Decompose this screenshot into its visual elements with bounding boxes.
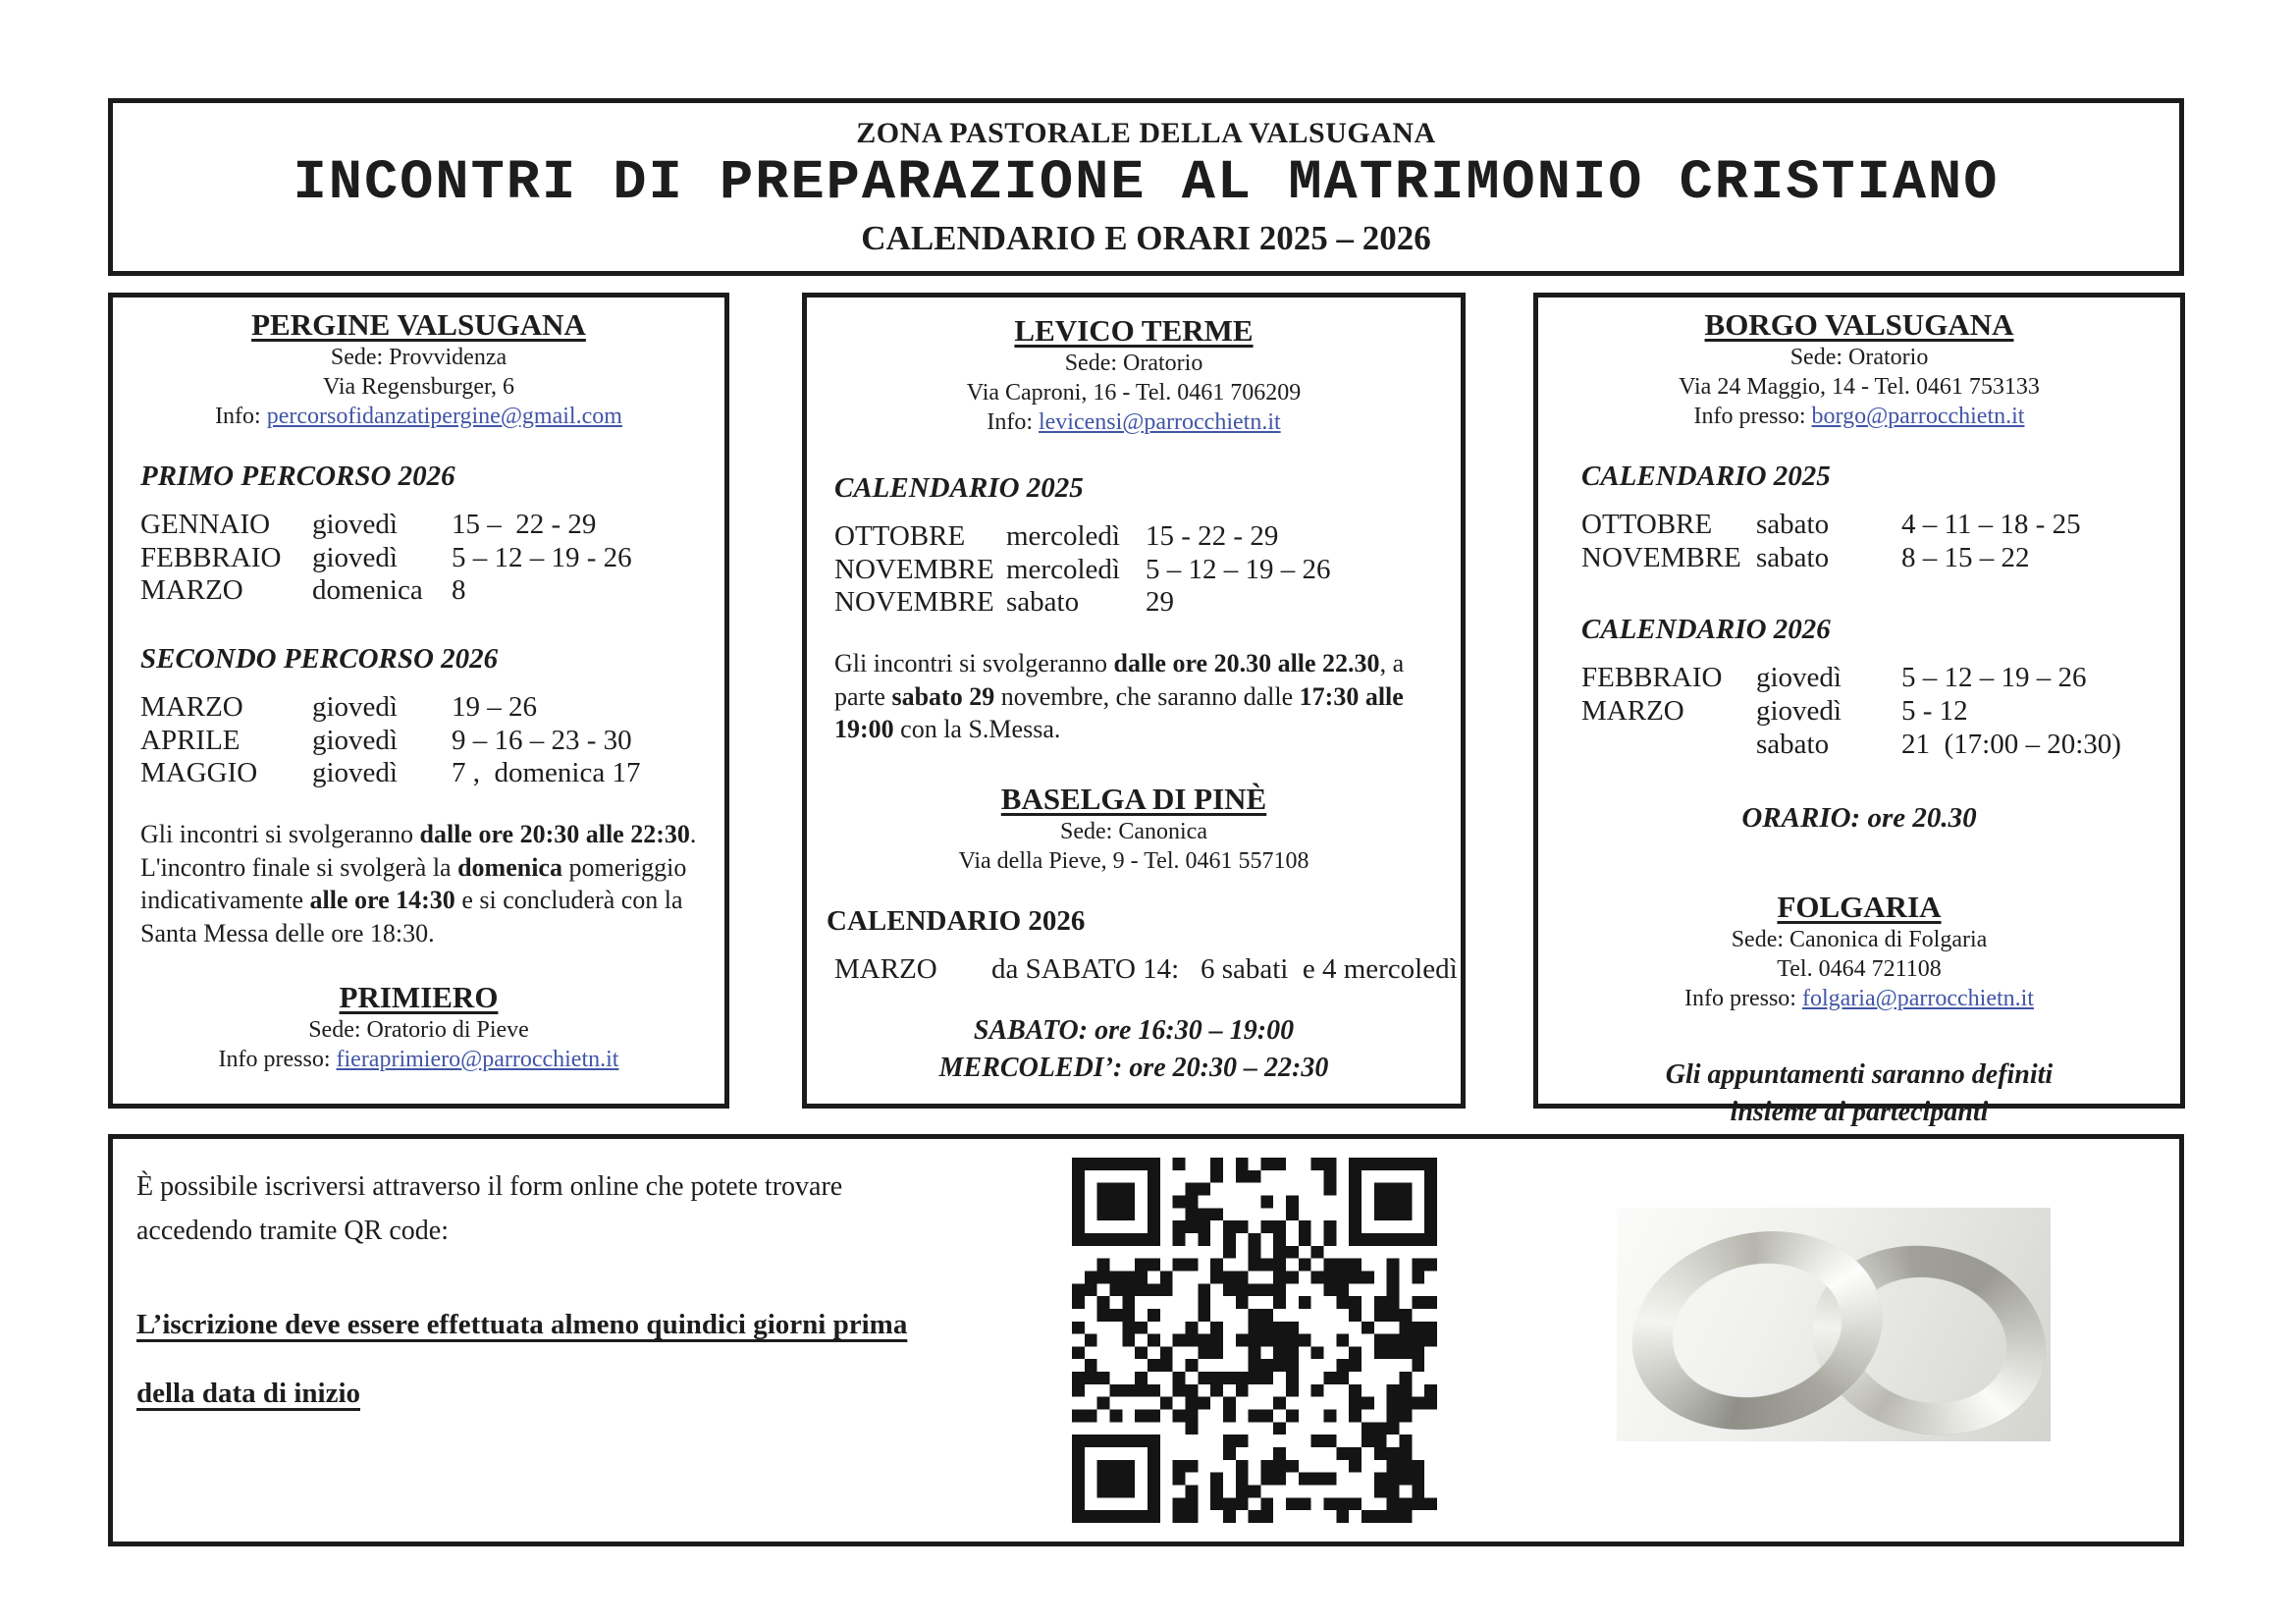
month-cell: OTTOBRE xyxy=(834,520,966,552)
note-text: novembre, che saranno dalle xyxy=(994,681,1300,711)
borgo-box xyxy=(1533,293,2185,1127)
dates-cell: 15 - 22 - 29 xyxy=(1146,520,1279,552)
table-row xyxy=(1538,729,2180,762)
secondo-percorso-title: SECONDO PERCORSO 2026 xyxy=(140,642,499,675)
pergine-info-line xyxy=(113,402,724,431)
note-bold: domenica xyxy=(457,852,562,882)
month-cell: FEBBRAIO xyxy=(140,541,282,573)
info-label: Info presso: xyxy=(1693,404,1812,429)
month-cell: MARZO xyxy=(140,574,243,607)
note-bold: sabato 29 xyxy=(891,681,995,711)
day-cell: giovedì xyxy=(312,724,398,756)
note-text: Gli incontri si svolgeranno xyxy=(140,819,420,848)
wedding-rings-image xyxy=(1617,1208,2051,1441)
month-cell: MARZO xyxy=(140,690,243,723)
folgaria-info-line xyxy=(1538,984,2180,1013)
levico-note xyxy=(834,647,1437,746)
month-cell: OTTOBRE xyxy=(1581,509,1713,540)
table-row xyxy=(1538,542,2180,575)
borgo-title: BORGO VALSUGANA xyxy=(1704,307,2014,342)
dates-cell: 15 – 22 - 29 xyxy=(452,509,597,540)
day-cell: giovedì xyxy=(312,509,398,540)
table-row xyxy=(807,953,1461,987)
zone-title: ZONA PASTORALE DELLA VALSUGANA xyxy=(856,117,1436,149)
intro-line: accedendo tramite QR code: xyxy=(136,1216,449,1247)
folgaria-title: FOLGARIA xyxy=(1777,890,1942,925)
month-cell: NOVEMBRE xyxy=(1581,541,1741,573)
dates-cell: da SABATO 14: 6 sabati e 4 mercoledì xyxy=(991,953,1458,986)
primiero-title: PRIMIERO xyxy=(339,979,499,1014)
month-cell: GENNAIO xyxy=(140,509,271,540)
table-row xyxy=(113,691,724,725)
folgaria-note xyxy=(1538,1056,2180,1131)
table-row xyxy=(1538,509,2180,542)
dates-cell: 8 xyxy=(452,574,466,607)
day-cell: sabato xyxy=(1006,586,1080,619)
pergine-title: PERGINE VALSUGANA xyxy=(251,307,586,342)
main-title: INCONTRI DI PREPARAZIONE AL MATRIMONIO CRISTIANO xyxy=(293,152,2000,215)
dates-cell: 4 – 11 – 18 - 25 xyxy=(1901,509,2081,540)
qr-code-pattern xyxy=(1072,1153,1437,1528)
table-row xyxy=(113,509,724,542)
registration-intro xyxy=(136,1164,961,1254)
levico-box xyxy=(802,293,1466,1109)
folgaria-note-line: Gli appuntamenti saranno definiti xyxy=(1665,1059,2054,1091)
pergine-email-link[interactable]: percorsofidanzatipergine@gmail.com xyxy=(266,404,622,429)
folgaria-sede: Sede: Canonica di Folgaria xyxy=(1731,927,1988,953)
day-cell: mercoledì xyxy=(1006,553,1120,585)
dates-cell: 5 – 12 – 19 – 26 xyxy=(1146,553,1331,585)
month-cell: NOVEMBRE xyxy=(834,553,994,585)
table-row xyxy=(1538,662,2180,695)
dates-cell: 8 – 15 – 22 xyxy=(1901,541,2030,573)
month-cell: FEBBRAIO xyxy=(1581,662,1723,694)
note-bold: 17:30 alle 19:00 xyxy=(834,681,1404,744)
table-row xyxy=(1538,695,2180,729)
pergine-note xyxy=(140,818,701,950)
header-box xyxy=(108,98,2184,276)
dates-cell: 5 - 12 xyxy=(1901,694,1968,727)
primiero-sede: Sede: Oratorio di Pieve xyxy=(308,1016,529,1043)
levico-cal2025-title: CALENDARIO 2025 xyxy=(834,472,1084,504)
table-row xyxy=(113,542,724,575)
day-cell: sabato xyxy=(1756,541,1830,573)
baselga-orari-mercoledi: MERCOLEDI’: ore 20:30 – 22:30 xyxy=(938,1052,1329,1083)
day-cell: giovedì xyxy=(1756,662,1842,694)
day-cell: giovedì xyxy=(312,757,398,789)
day-cell: mercoledì xyxy=(1006,520,1120,552)
levico-info-line xyxy=(807,407,1461,437)
folgaria-tel: Tel. 0464 721108 xyxy=(1777,956,1942,983)
subtitle: CALENDARIO E ORARI 2025 – 2026 xyxy=(861,219,1431,257)
day-cell: domenica xyxy=(312,574,423,607)
warning-line: L’iscrizione deve essere effettuata almeno quindici giorni prima xyxy=(136,1309,908,1340)
month-cell: NOVEMBRE xyxy=(834,586,994,619)
dates-cell: 5 – 12 – 19 - 26 xyxy=(452,541,632,573)
primiero-info-line xyxy=(113,1045,724,1074)
baselga-title: BASELGA DI PINÈ xyxy=(1000,782,1267,817)
month-cell: MARZO xyxy=(1581,694,1684,727)
info-label: Info presso: xyxy=(218,1046,337,1072)
baselga-cal2026-title: CALENDARIO 2026 xyxy=(827,905,1086,938)
note-bold: alle ore 14:30 xyxy=(309,886,455,915)
month-cell: MAGGIO xyxy=(140,757,258,789)
dates-cell: 21 (17:00 – 20:30) xyxy=(1901,728,2121,760)
pergine-sede: Sede: Provvidenza xyxy=(330,345,507,370)
dates-cell: 29 xyxy=(1146,586,1174,619)
month-cell: MARZO xyxy=(834,953,937,986)
info-label: Info: xyxy=(215,404,267,429)
pergine-box xyxy=(108,293,729,1109)
borgo-cal2026-title: CALENDARIO 2026 xyxy=(1581,614,1831,646)
info-label: Info: xyxy=(987,409,1039,435)
note-text: Gli incontri si svolgeranno xyxy=(834,648,1114,677)
footer-box xyxy=(108,1134,2184,1546)
primo-percorso-title: PRIMO PERCORSO 2026 xyxy=(140,460,455,492)
day-cell: sabato xyxy=(1756,728,1830,760)
table-row xyxy=(113,757,724,790)
table-row xyxy=(807,586,1461,620)
borgo-orario: ORARIO: ore 20.30 xyxy=(1741,802,1977,835)
levico-email-link[interactable]: levicensi@parrocchietn.it xyxy=(1038,409,1281,435)
baselga-orari-sabato: SABATO: ore 16:30 – 19:00 xyxy=(973,1014,1295,1046)
qr-code-icon xyxy=(1067,1149,1442,1532)
dates-cell: 7 , domenica 17 xyxy=(452,757,641,789)
day-cell: giovedì xyxy=(312,541,398,573)
folgaria-email-link[interactable]: folgaria@parrocchietn.it xyxy=(1801,986,2034,1012)
borgo-sede: Sede: Oratorio xyxy=(1789,345,1929,370)
borgo-email-link[interactable]: borgo@parrocchietn.it xyxy=(1811,404,2025,429)
primiero-email-link[interactable]: fieraprimiero@parrocchietn.it xyxy=(336,1046,619,1072)
dates-cell: 5 – 12 – 19 – 26 xyxy=(1901,662,2087,694)
levico-title: LEVICO TERME xyxy=(1014,313,1254,348)
day-cell: giovedì xyxy=(312,690,398,723)
note-bold: dalle ore 20.30 alle 22.30 xyxy=(1113,648,1380,677)
day-cell: giovedì xyxy=(1756,694,1842,727)
baselga-sede: Sede: Canonica xyxy=(1060,819,1207,845)
month-cell xyxy=(1581,729,1756,762)
borgo-address: Via 24 Maggio, 14 - Tel. 0461 753133 xyxy=(1679,374,2040,400)
table-row xyxy=(113,574,724,608)
table-row xyxy=(113,725,724,758)
table-row xyxy=(807,520,1461,554)
folgaria-note-line: insieme ai partecipanti xyxy=(1730,1096,1989,1127)
month-cell: APRILE xyxy=(140,724,240,756)
borgo-cal2025-title: CALENDARIO 2025 xyxy=(1581,460,1831,492)
note-text: . L'incontro finale si svolgerà la xyxy=(140,819,697,882)
note-bold: dalle ore 20:30 alle 22:30 xyxy=(419,819,690,848)
note-text: con la S.Messa. xyxy=(893,715,1061,744)
borgo-info-line xyxy=(1538,402,2180,431)
levico-sede: Sede: Oratorio xyxy=(1064,351,1203,376)
table-row xyxy=(807,554,1461,587)
note-text: , a parte xyxy=(834,648,1405,711)
info-label: Info presso: xyxy=(1684,986,1802,1012)
note-text: pomeriggio indicativamente xyxy=(140,852,687,915)
baselga-address: Via della Pieve, 9 - Tel. 0461 557108 xyxy=(958,848,1309,875)
warning-line: della data di inizio xyxy=(136,1377,361,1409)
day-cell: sabato xyxy=(1756,509,1830,540)
levico-address: Via Caproni, 16 - Tel. 0461 706209 xyxy=(966,380,1302,406)
note-text: e si concluderà con la Santa Messa delle ore 18:30. xyxy=(140,886,683,948)
pergine-address: Via Regensburger, 6 xyxy=(322,374,515,400)
dates-cell: 19 – 26 xyxy=(452,690,537,723)
dates-cell: 9 – 16 – 23 - 30 xyxy=(452,724,632,756)
intro-line: È possibile iscriversi attraverso il form online che potete trovare xyxy=(136,1171,843,1202)
registration-warning xyxy=(136,1304,1020,1440)
